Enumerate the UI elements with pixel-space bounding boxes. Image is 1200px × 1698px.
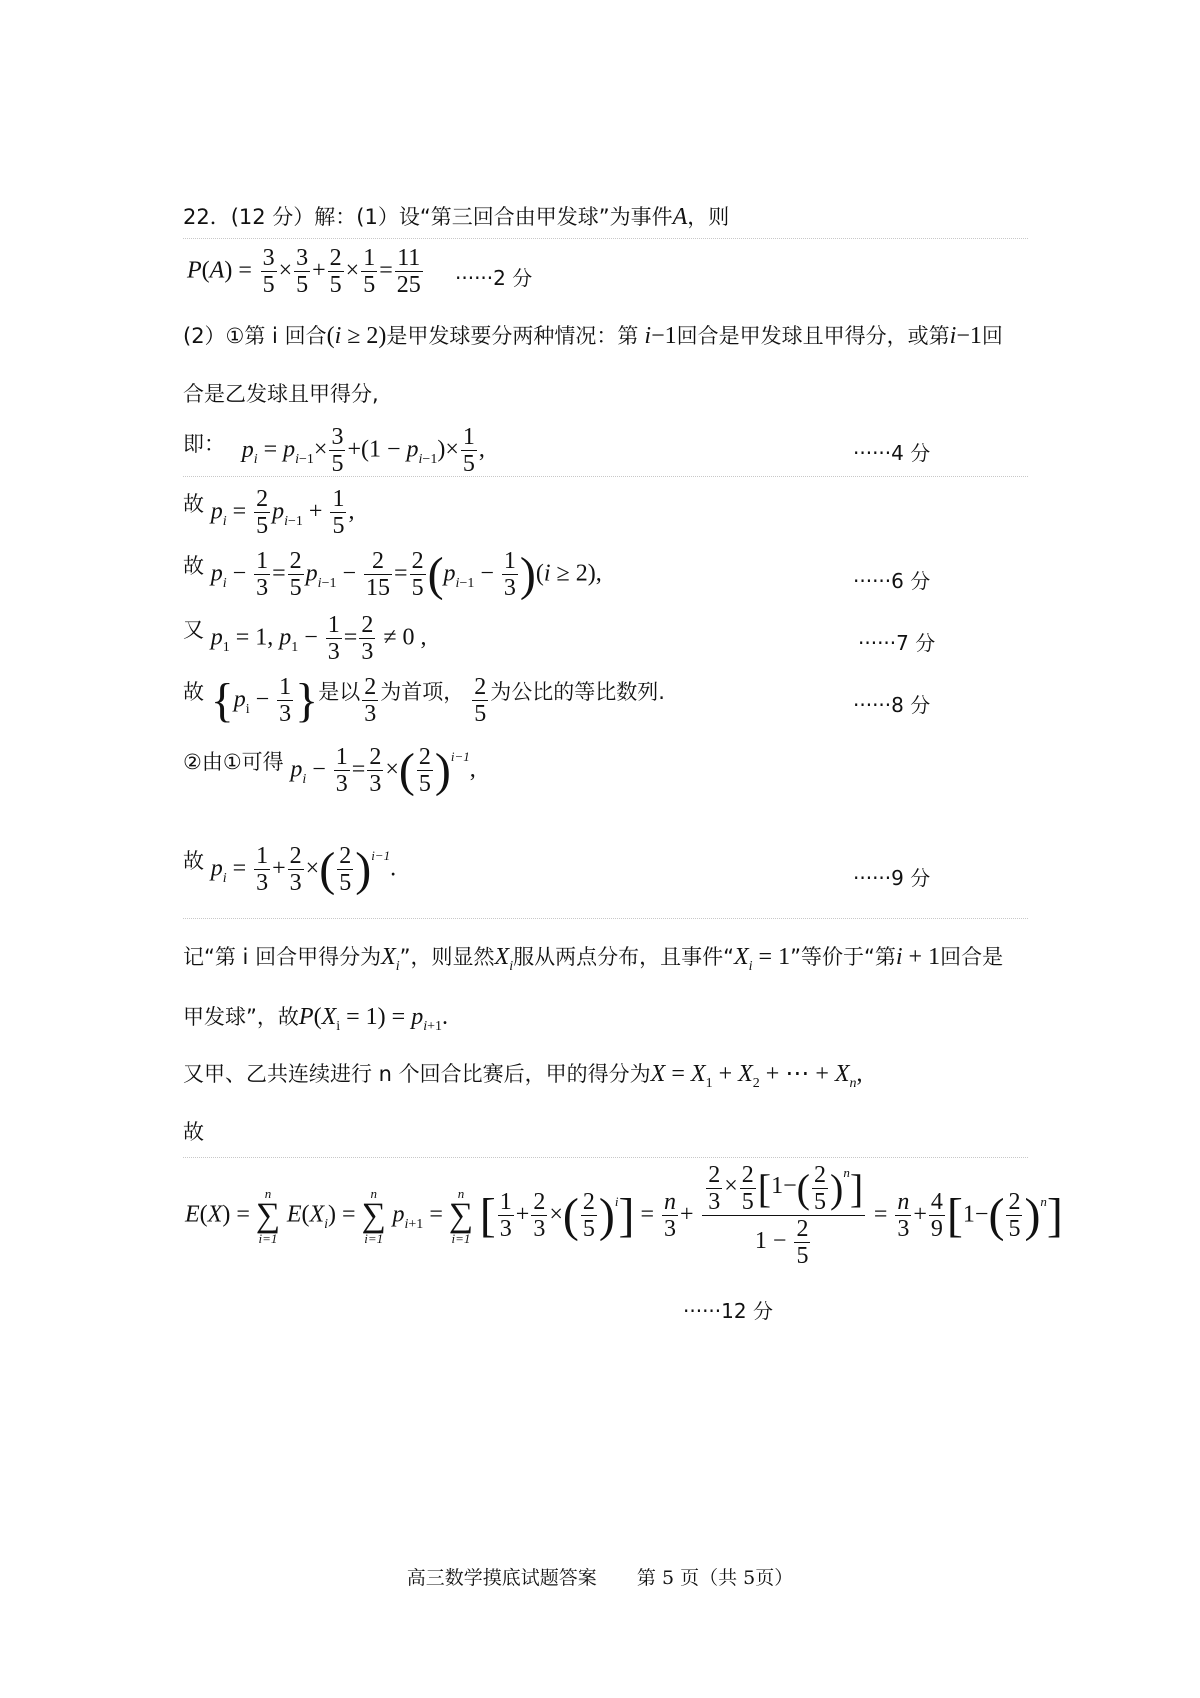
pa-lhs: P [187, 257, 202, 284]
ji-text: 即： [183, 431, 225, 456]
score-12: ······12 分 [683, 1299, 773, 1323]
record-text1: 记“第 i 回合甲得分为 [183, 945, 382, 969]
gu-text: 故 [183, 848, 204, 873]
part2-text-d: 回 [981, 324, 1003, 348]
seq-text3: 为公比的等比数列. [490, 679, 665, 704]
record-line: 记“第 i 回合甲得分为$X_i$”，则显然$X_i$服从两点分布，且事件“$X_i = 1$”等价于“第i + 1回合是 [183, 944, 1004, 974]
formula-pi-explicit-b: 故 $p_i$ = $\frac{1}{3}$ + $\frac{2}{3}$ ×( $\frac{2}{5}$ )$^{i-1}$. [183, 842, 397, 896]
separator [183, 1157, 1028, 1158]
gu-text: 故 [183, 553, 204, 578]
part2-line2: 合是乙发球且甲得分, [183, 382, 379, 406]
fa-text: 甲发球”，故 [183, 1005, 299, 1029]
gu-text: 故 [183, 491, 204, 516]
formula-pi-recursive: 即： $p_i = p_{i-1}\times$ $\frac{3}{5}$ $+(1 - p_{i-1})\times$ $\frac{1}{5}$ , [183, 424, 485, 477]
score-9: ······9 分 [853, 866, 931, 890]
you-text: 又 [183, 617, 204, 642]
record-text2: ”，则显然 [399, 945, 495, 969]
score-4: ······4 分 [853, 441, 931, 465]
problem-heading [183, 205, 729, 229]
part2b-text: ②由①可得 [183, 749, 284, 774]
formula-pa: P(A) = $\frac{3}{5}$ × $\frac{3}{5}$ + $\frac{2}{5}$ × $\frac{1}{5}$ = $\frac{11}{25}$ [187, 245, 421, 298]
score-6: ······6 分 [853, 569, 931, 593]
record-text4: ”等价于“第 [790, 945, 896, 969]
score-2: ······2 分 [455, 266, 533, 290]
separator [183, 476, 1028, 477]
page-footer [0, 1563, 1200, 1590]
seq-text1: 是以 [318, 679, 361, 704]
formula-p1: 又 $p_1 = 1$, $p_1$ − $\frac{1}{3}$ = $\frac{2}{3}$ ≠ 0 , [183, 612, 427, 665]
gu-text: 故 [183, 679, 204, 704]
part2-line1: (2）①第 i 回合(i ≥ 2)是甲发球要分两种情况：第 i−1回合是甲发球且甲得分，或第i−1回 [183, 323, 1003, 349]
formula-pi-explicit-a: ②由①可得 $p_i$ − $\frac{1}{3}$ = $\frac{2}{3}$ ×( $\frac{2}{5}$ )$^{i-1}$, [183, 743, 476, 797]
prob-line: 甲发球”，故$P(X_i = 1) = p_{i+1}$. [183, 1004, 448, 1034]
then-text: ，则 [687, 205, 730, 229]
separator [183, 918, 1028, 919]
seq-text2: 为首项， [380, 679, 465, 704]
part2-text-c: 回合是甲发球且甲得分，或第 [676, 324, 950, 348]
total-text1: 又甲、乙共连续进行 n 个回合比赛后，甲的得分为 [183, 1062, 651, 1086]
formula-sequence: 故 {$p_i$ − $\frac{1}{3}$ }是以 $\frac{2}{3}$ 为首项， $\frac{2}{5}$ 为公比的等比数列. [183, 673, 665, 727]
heading-text: 22．(12 分）解：(1）设“第三回合由甲发球”为事件 [183, 205, 673, 229]
formula-pi-shift: 故 $p_i$ − $\frac{1}{3}$ = $\frac{2}{5}$ $p_{i-1}$ − $\frac{2}{15}$ = $\frac{2}{5}$ ($p_{i-1}$ − $\frac{1}{3}$ )(i ≥ 2), [183, 547, 602, 601]
score-7: ······7 分 [858, 631, 936, 655]
record-text5: 回合是 [940, 945, 1004, 969]
total-line: 又甲、乙共连续进行 n 个回合比赛后，甲的得分为$X = X_1 + X_2$ + ⋯ + $X_n$, [183, 1061, 863, 1091]
footer-title: 高三数学摸底试题答案 [406, 1567, 597, 1589]
separator [183, 238, 1028, 239]
frac: $\frac{3}{5}$ [262, 245, 275, 298]
event-a: A [672, 204, 688, 230]
formula-expectation: E(X) = n ∑ i=1 $E(X_i)$ = n ∑ i=1 $p_{i+1}$ = n ∑ i=1 [ $\frac{1}{3}$ + $\frac{2}{3}$ ×( $\frac{2}{5}$ )$^i$] = $\frac{n}{3}$ + $\frac{2}{3}$ × $\frac{2}{5}$ [1−( $\frac{2}{5}$ )$^n$] 1 − $\frac{2}{5}$ = $\frac{n}{3}$ + $\frac{4}{9}$ [1−( $\frac{2}{5}$ )$^n$] [185, 1162, 1063, 1269]
formula-pi-linear: 故 $p_i$ = $\frac{2}{5}$ $p_{i-1}$ + $\frac{1}{5}$ , [183, 486, 355, 539]
score-8: ······8 分 [853, 693, 931, 717]
part2-text-b: 是甲发球要分两种情况：第 [386, 324, 639, 348]
part2-text: (2）①第 i 回合 [183, 324, 327, 348]
record-text3: 服从两点分布，且事件“ [513, 945, 734, 969]
gu-line: 故 [183, 1120, 204, 1144]
footer-page: 第 5 页（共 5页） [636, 1567, 794, 1589]
